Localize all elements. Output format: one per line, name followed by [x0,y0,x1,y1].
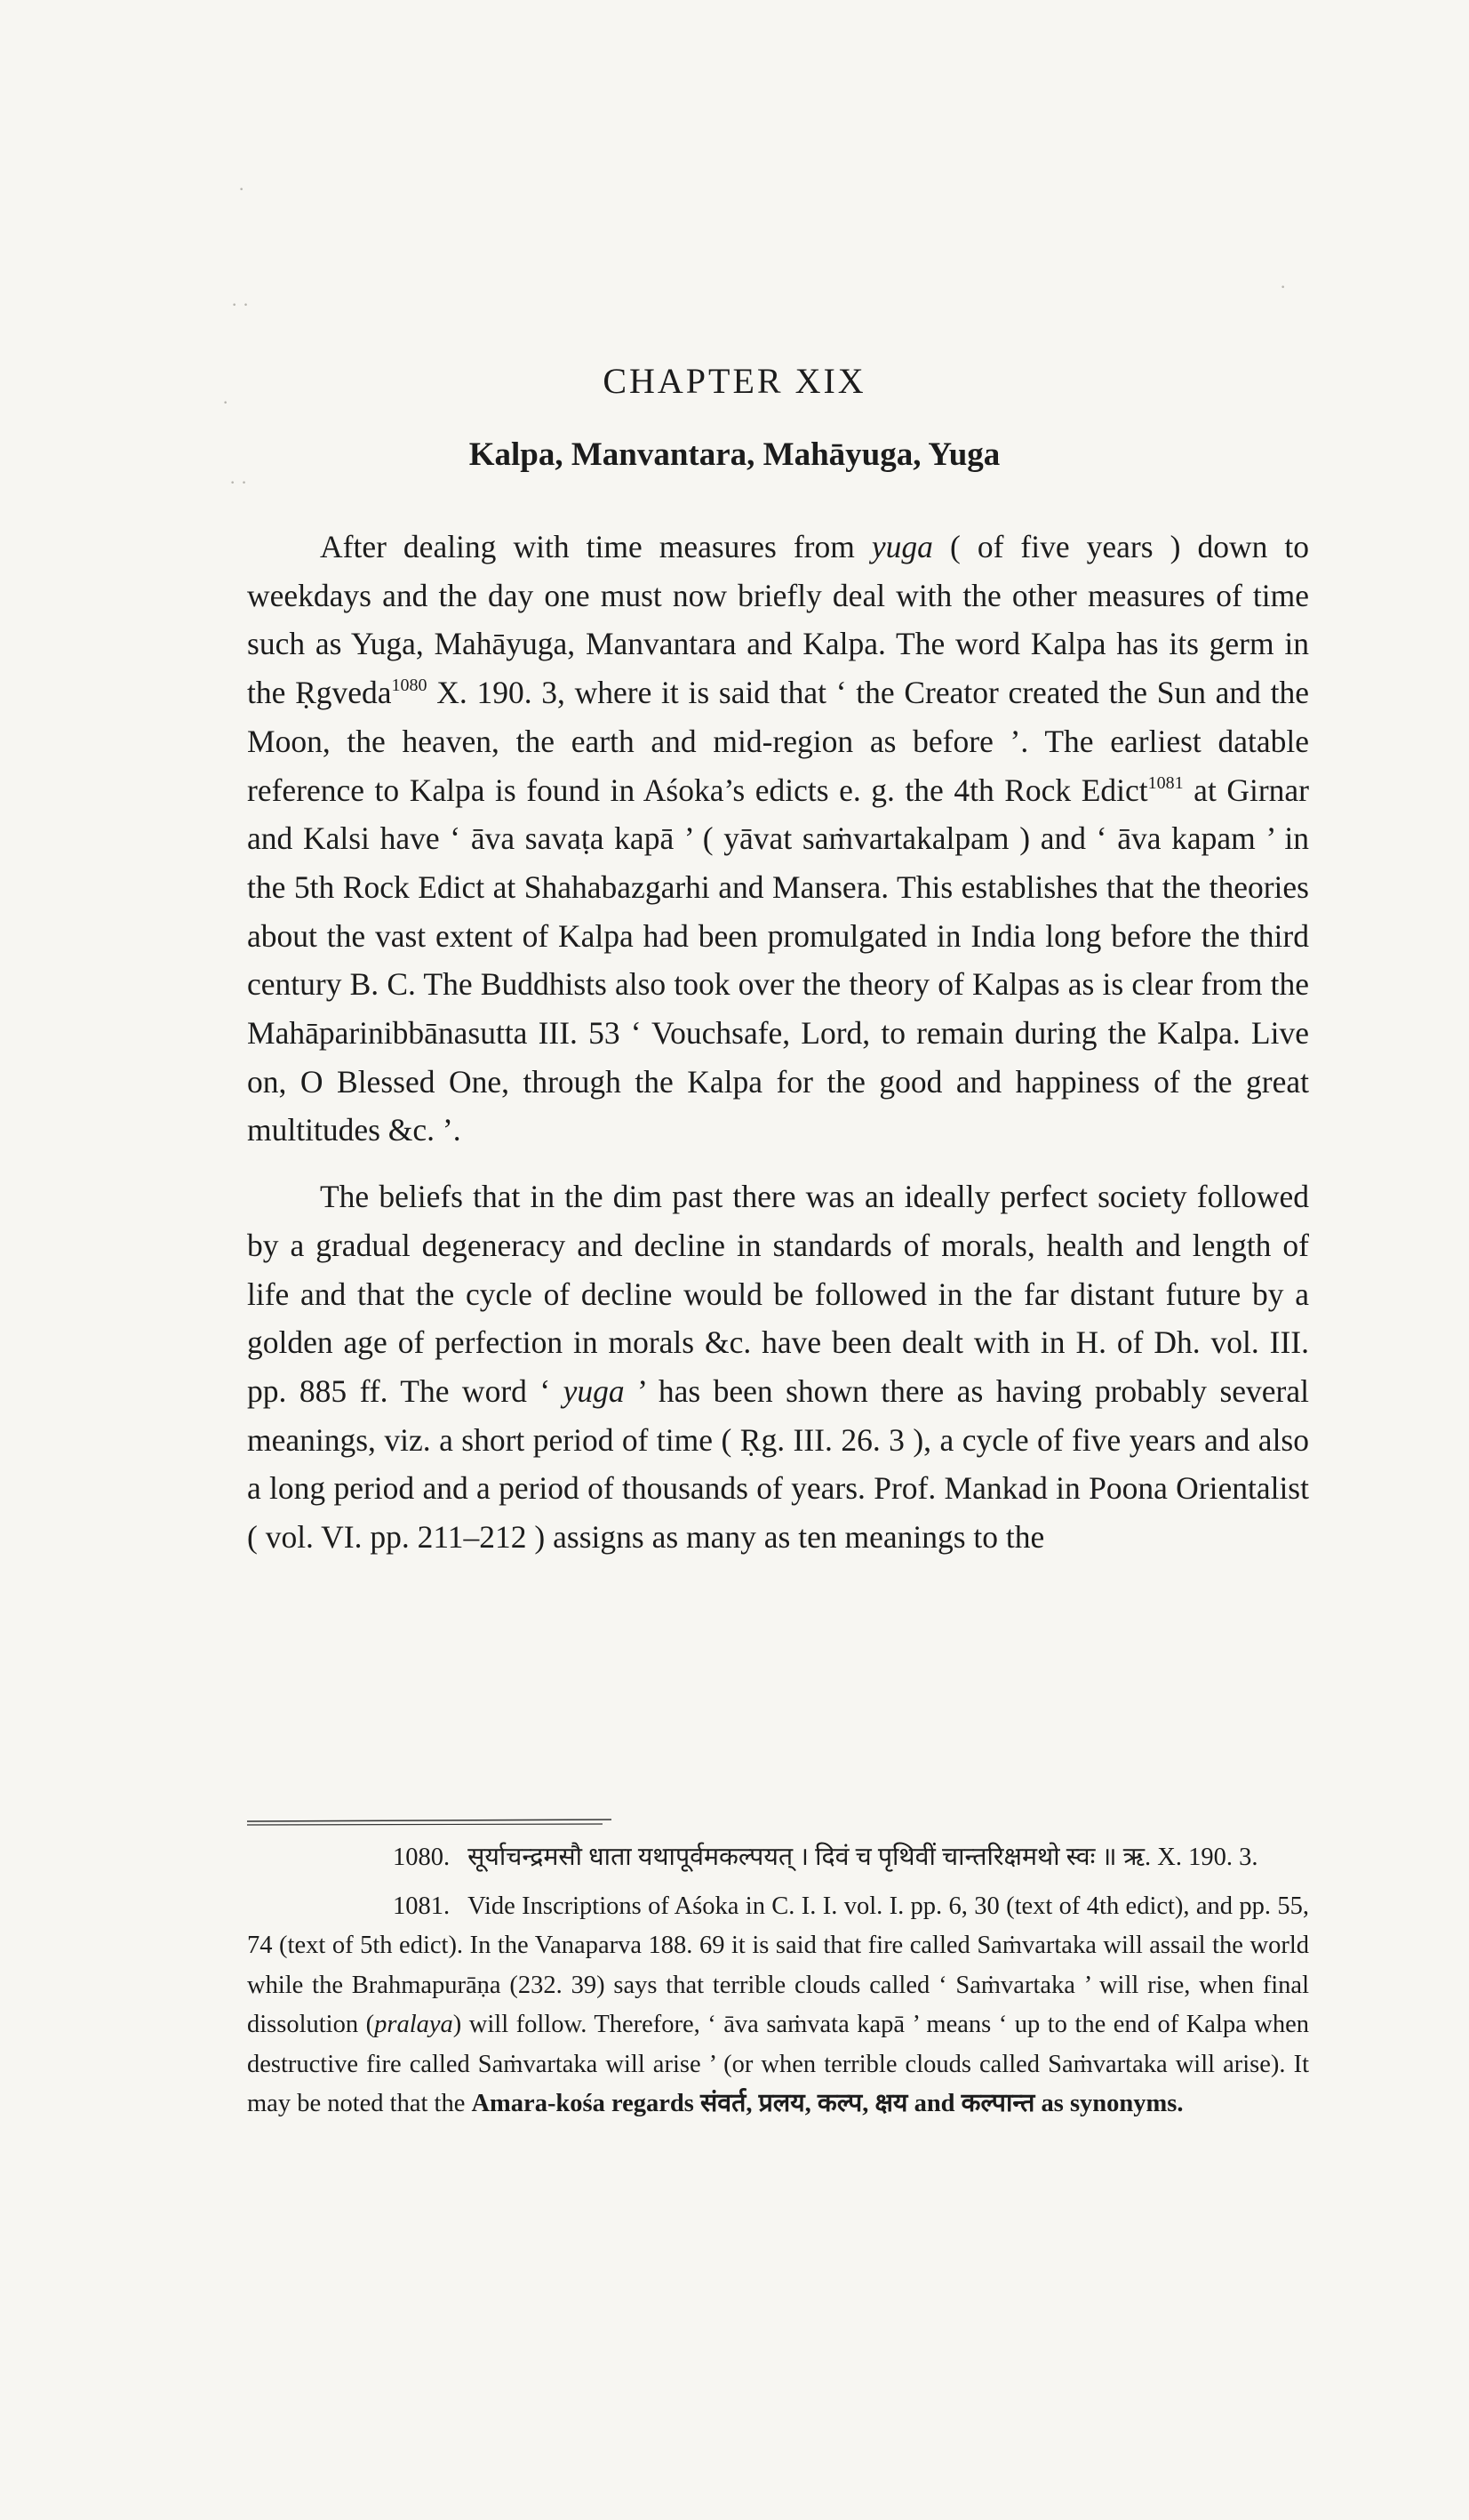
footnote-text: Vide Inscriptions of Aśoka in C. I. I. vol. I. pp. 6, 30 (text of 4th edict), and pp. 55, 74 (text of 5th edict). In the Vanaparva 188. 69 it is said that fire called Saṁvartaka will assail the world while the Brahmapurāṇa (232. 39) says that terrible clouds called ‘ Saṁvartaka ’ will rise, when final dissolution ( [247,1892,1309,2038]
footnote-divider [247,1819,611,1828]
scan-speck: · · [229,471,248,493]
footnote-text: ) will follow. Therefore, ‘ āva saṁvata kapā ’ means ‘ up to the end of Kalpa when destructive fire called Saṁvartaka will arise ’ (or when terrible clouds called Saṁvartaka will arise). It may be noted that the [247,2011,1309,2117]
scan-speck: · · [231,293,250,316]
footnotes [247,1838,1309,2124]
text-run: X. 190. 3, where it is said that ‘ the Creator created the Sun and the Moon, the heaven, the earth and mid-region as before ’. The earliest datable reference to Kalpa is found in Aśoka’s edicts e. g. the 4th Rock Edict [247,675,1310,808]
text-run: at Girnar and Kalsi have ‘ āva savaṭa kapā ’ ( yāvat saṁvartakalpam ) and ‘ āva kapam ’ in the 5th Rock Edict at Shahabazgarhi and Mansera. This establishes that the theories about the vast extent of Kalpa had been promulgated in India long before the third century B. C. The Buddhists also took over the theory of Kalpas as is clear from the Mahāparinibbānasutta III. 53 ‘ Vouchsafe, Lord, to remain during the Kalpa. Live on, O Blessed One, through the Kalpa for the good and happiness of the great multitudes &c. ’. [247,772,1309,1148]
italic-term: pralaya [374,2011,453,2038]
text-run: ’ has been shown there as having probably several meanings, viz. a short period of time ( Ṛg. III. 26. 3 ), a cycle of five years and also a long period and a period of thousands of years. Prof. Mankad in Poona Orientalist ( vol. VI. pp. 211–212 ) assigns as many as ten meanings to the [247,1372,1309,1556]
text-run: After dealing with time measures from [320,529,872,564]
main-text [247,523,1309,1562]
italic-term: yuga [871,529,933,564]
footnote-ref-1081[interactable]: 1081 [1147,772,1184,793]
footnote-text-bold: Amara-kośa regards संवर्त, प्रलय, कल्प, क्षय and कल्पान्त as synonyms. [471,2090,1184,2117]
footnote-1081 [247,1887,1309,2124]
footnote-number: 1081. [393,1892,451,1920]
footnote-ref-1080[interactable]: 1080 [391,676,427,696]
chapter-subtitle: Kalpa, Manvantara, Mahāyuga, Yuga [468,436,1001,473]
footnote-number: 1080. [393,1844,451,1871]
paragraph-2 [247,1172,1309,1562]
chapter-title: CHAPTER XIX [603,361,866,401]
footnote-text: सूर्याचन्द्रमसौ धाता यथापूर्वमकल्पयत् । दिवं च पृथिवीं चान्तरिक्षमथो स्वः ॥ ऋ. X. 190. 3. [467,1844,1258,1871]
paragraph-1 [247,523,1309,1155]
scan-speck: · [222,391,229,413]
text-run: ( of five years ) down to weekdays and the day one must now briefly deal with the other measures of time such as Yuga, Mahāyuga, Manvantara and Kalpa. The word Kalpa has its germ in the Ṛgveda [247,529,1309,711]
italic-term: yuga [563,1372,625,1409]
scan-speck: · [1280,276,1287,298]
text-run: The beliefs that in the dim past there was an ideally perfect society followed by a gradual degeneracy and decline in standards of morals, health and length of life and that the cycle of decline would be followed in the far distant future by a golden age of perfection in morals &c. have been dealt with in H. of Dh. vol. III. pp. 885 ff. The word ‘ [247,1179,1309,1409]
scan-speck: · [238,178,245,200]
footnote-1080 [247,1838,1309,1878]
